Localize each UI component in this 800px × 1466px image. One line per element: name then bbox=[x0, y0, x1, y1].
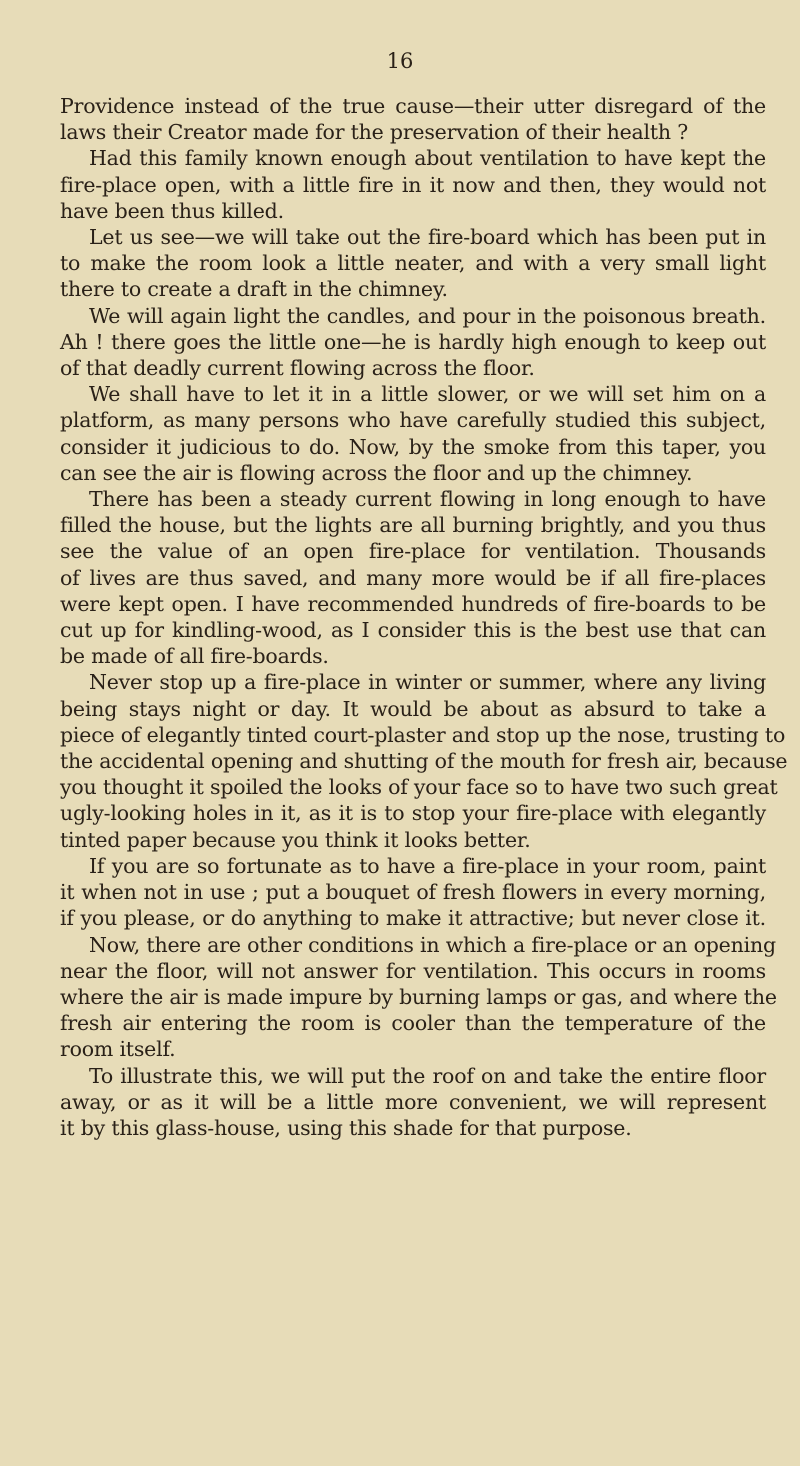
text-line: Providence instead of the true cause—their utter disregard of the bbox=[60, 94, 766, 118]
text-line: away, or as it will be a little more convenient, we will represent bbox=[60, 1089, 766, 1114]
text-line: If you are so fortunate as to have a fire-place in your room, paint bbox=[89, 853, 766, 878]
text-line: be made of all fire-boards. bbox=[60, 644, 329, 669]
text-line: there to create a draft in the chimney. bbox=[60, 277, 448, 302]
text-line: being stays night or day. It would be about as absurd to take a bbox=[60, 696, 766, 721]
text-line: can see the air is flowing across the floor and up the chimney. bbox=[60, 460, 693, 485]
text-line: Let us see—we will take out the fire-board which has been put in bbox=[89, 225, 766, 250]
text-line: of that deadly current flowing across the floor. bbox=[60, 356, 535, 381]
text-line: To illustrate this, we will put the roof on and take the entire floor bbox=[89, 1063, 766, 1088]
text-line: Never stop up a fire-place in winter or summer, where any living bbox=[89, 670, 766, 695]
text-line: consider it judicious to do. Now, by the smoke from this taper, you bbox=[60, 434, 766, 459]
text-line: were kept open. I have recommended hundreds of fire-boards to be bbox=[60, 591, 766, 616]
text-line: platform, as many persons who have carefully studied this subject, bbox=[60, 408, 766, 433]
text-line: where the air is made impure by burning lamps or gas, and where the bbox=[60, 984, 777, 1009]
text-line: piece of elegantly tinted court-plaster and stop up the nose, trusting to bbox=[60, 722, 786, 747]
text-line: cut up for kindling-wood, as I consider this is the best use that can bbox=[60, 618, 766, 643]
page-number: 16 bbox=[386, 49, 414, 73]
text-line: you thought it spoiled the looks of your face so to have two such great bbox=[60, 775, 778, 800]
text-line: if you please, or do anything to make it attractive; but never close it. bbox=[60, 906, 766, 931]
text-line: it when not in use ; put a bouquet of fresh flowers in every morning, bbox=[60, 880, 766, 905]
text-line: fire-place open, with a little fire in it now and then, they would not bbox=[60, 172, 766, 197]
text-line: the accidental opening and shutting of the mouth for fresh air, because bbox=[60, 749, 788, 774]
text-line: ugly-looking holes in it, as it is to stop your fire-place with elegantly bbox=[60, 801, 766, 826]
text-line: We will again light the candles, and pour in the poisonous breath. bbox=[89, 303, 766, 328]
text-line: see the value of an open fire-place for ventilation. Thousands bbox=[60, 539, 766, 564]
text-line: it by this glass-house, using this shade for that purpose. bbox=[60, 1115, 632, 1140]
text-line: There has been a steady current flowing in long enough to have bbox=[89, 487, 766, 512]
text-line: Had this family known enough about ventilation to have kept the bbox=[89, 146, 766, 171]
text-line: room itself. bbox=[60, 1037, 176, 1062]
text-line: laws their Creator made for the preservation of their health ? bbox=[60, 120, 689, 145]
text-line: filled the house, but the lights are all burning brightly, and you thus bbox=[60, 513, 766, 538]
text-line: have been thus killed. bbox=[60, 198, 284, 223]
text-line: tinted paper because you think it looks better. bbox=[60, 827, 531, 852]
text-line: fresh air entering the room is cooler than the temperature of the bbox=[60, 1011, 766, 1036]
text-line: near the floor, will not answer for ventilation. This occurs in rooms bbox=[60, 958, 766, 983]
text-line: to make the room look a little neater, and with a very small light bbox=[60, 251, 766, 276]
body-text bbox=[60, 93, 788, 1141]
text-line: Now, there are other conditions in which a fire-place or an opening bbox=[89, 932, 776, 957]
text-line: Ah ! there goes the little one—he is hardly high enough to keep out bbox=[60, 329, 766, 354]
text-line: We shall have to let it in a little slower, or we will set him on a bbox=[89, 382, 766, 407]
text-line: of lives are thus saved, and many more would be if all fire-places bbox=[60, 565, 766, 590]
